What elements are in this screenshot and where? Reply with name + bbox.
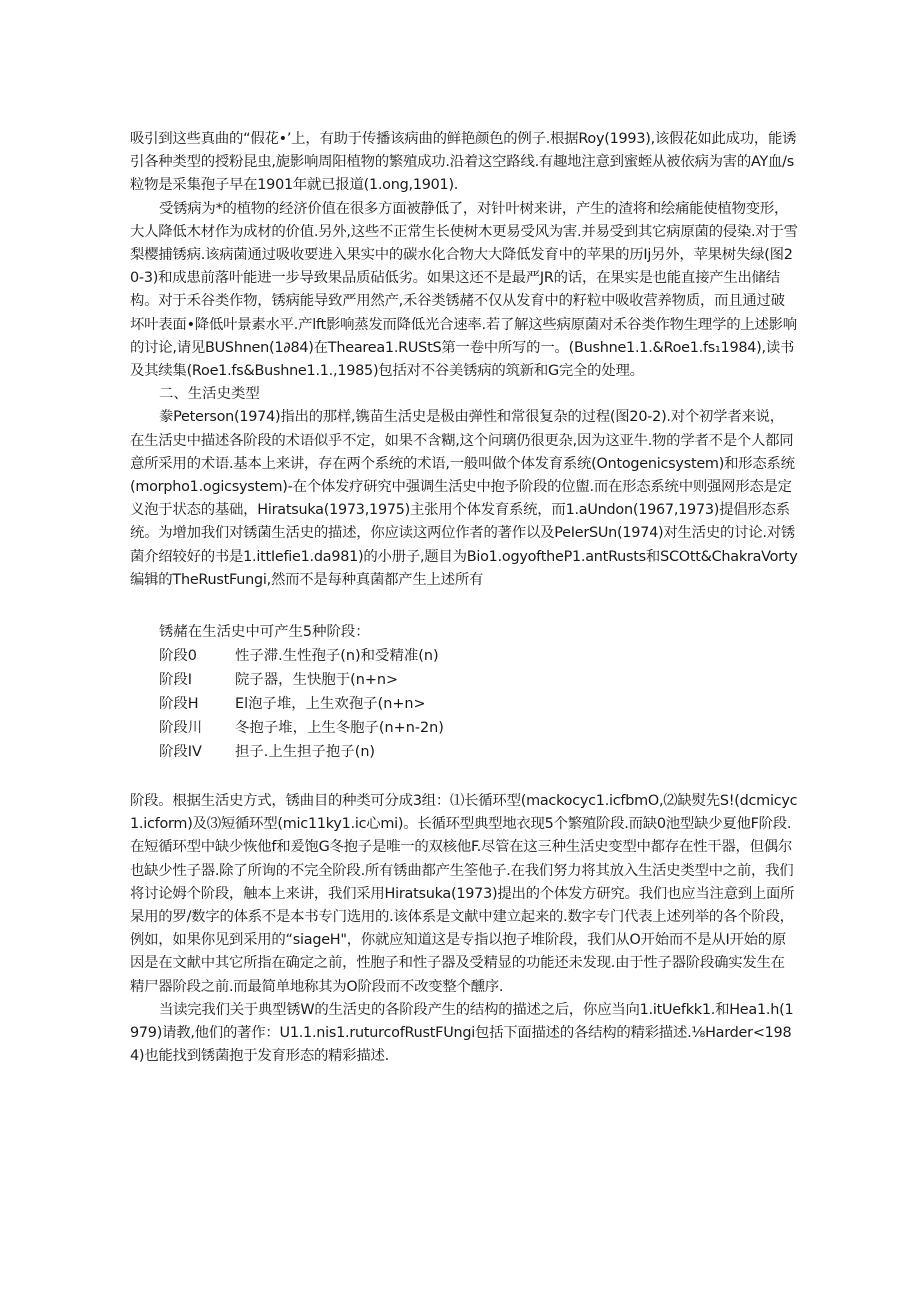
- stage-name: 阶段川: [159, 720, 203, 737]
- paragraph-life-cycle-groups: 阶段。根据生活史方式，锈曲目的种类可分成3组：⑴长循环型(mackocyc1.icfbmO,⑵缺熨先S!(dcmicyc1.icform)及⑶短循环型(mic11ky1.ic心mi)。长循环型典型地衣现5个繁殖阶段.而缺0池型缺少夏他F阶段.在短循环型中缺少恢他f和爰饱G冬抱子是唯一的双核他F.尽管在这三种生活史变型中都存在性干器，但偶尔也缺少性子器.除了所询的不完全阶段.所有锈曲都产生筌他子.在我们努力将其放入生活史类型中之前，我们将讨论姆个阶段，触本上来讲，我们采用Hiratsuka(1973)提出的个体发方研究。我们也应当注意到上面所杲用的罗/数字的体系不是本书专门选用的.该体系是文献中建立起来的.数字专门代表上述列举的各个阶段，例如，如果你见到采用的“siageH"，你就应知道这是专指以抱子堆阶段，我们从O开始而不是从I开始的原因是在文献中其它所指在确定之前，性胞子和性子器及受精显的功能还未发现.由于性子器阶段确实发生在精尸器阶段之前.而最简单地称其为O阶段而不改变整个醺序.: [130, 793, 798, 995]
- stage-row: [159, 668, 798, 692]
- paragraph-pollinator-mimicry: 吸引到这些真曲的“假花•’上，有助于传播该病曲的鲜艳颜色的例子.根据Roy(1993),该假花如此成功，能诱引各种类型的授粉昆虫,旎影响周阳植物的繁殖成功.沿着这空路线.有趣地注意到蜜蛭从被依病为害的AY血/s粒物是采集孢子早在1901年就已报道(1.ong,1901).: [130, 131, 797, 194]
- stage-description: 院子器，生快胞于(n+n>: [235, 672, 399, 689]
- section-heading: 二、生活史类型: [159, 386, 260, 403]
- paragraph-further-reading: 当读完我们关于典型锈W的生活史的各阶段产生的结构的描述之后，你应当向1.itUefkk1.和Hea1.h(1979)请教,他们的著作：U1.1.nis1.ruturcofRustFUngi包括下面描述的各结构的精彩描述.⅛Harder<1984)也能找到锈菌抱于发育形态的精彩描述.: [130, 1001, 794, 1065]
- stage-list-intro: 锈赭在生活史中可产生5种阶段：: [159, 624, 370, 641]
- stage-row: [159, 740, 798, 764]
- stage-list: [130, 620, 798, 764]
- stage-description: El泡子堆，上生欢孢子(n+n>: [235, 696, 426, 713]
- stage-description: 性子滞.生性孢子(n)和受精准(n): [235, 648, 439, 665]
- stage-name: 阶段IV: [159, 744, 202, 761]
- stage-description: 担子.上生担子抱子(n): [235, 744, 376, 761]
- paragraph-life-cycle-terminology: 豢Peterson(1974)指出的那样,镌苗生活史是极由弹性和常很复杂的过程(图20-2).对个初学者来说，在生活史中描述各阶段的术语似乎不定，如果不含糊,这个问璃仍很更杂,因为这亚牛.物的学者不是个人都同意所采用的术语.基本上来讲，存在两个系统的术语,一般叫做个体发育系统(Ontogenicsystem)和形态系统(morpho1.ogicsystem)-在个体发疗研究中强调生活史中抱予阶段的位盥.而在形态系统中则强网形态是定义泡于状态的基础，Hiratsuka(1973,1975)主张用个体发育系统，而1.aUndon(1967,1973)提倡形态系统。为增加我们对锈菌生活史的描述，你应读这两位作者的著作以及PeIerSUn(1974)对生活史的讨论.对锈菌介绍较好的书是1.ittIefie1.da981)的小册子,题目为Bio1.ogyoftheP1.antRusts和SCOtt&ChakraVorty编辑的TheRustFungi,然而不是每种真菌都产生上述所有: [130, 409, 798, 588]
- stage-name: 阶段I: [159, 672, 193, 689]
- stage-name: 阶段H: [159, 696, 199, 713]
- stage-row: [159, 716, 798, 740]
- stage-name: 阶段0: [159, 648, 197, 665]
- document-page: [130, 128, 798, 1069]
- stage-row: [159, 692, 798, 716]
- stage-row: [159, 644, 798, 668]
- paragraph-economic-impact: 受锈病为*的植物的经济价值在很多方面被静低了，对针叶树来讲，产生的渣将和绘痛能使植物变形，大人降低木材作为成材的价值.另外,这些不正常生长使树木更易受风为害.并易受到其它病原菌的侵染.对于雪梨樱捕锈病.该病菌通过吸收要进入果实中的碳水化合物大大降低发育中的苹果的历Ij另外，苹果树失绿(图20-3)和成患前落叶能进一步导致果品质砧低劣。如果这还不是最严JR的话，在果实是也能直接产生出储结构。对于禾谷类作物，锈病能导致严用然产,禾谷类锈赭不仅从发育中的籽粒中吸收营养物质，而且通过破坏叶表面•降低叶景素水平.产lft影响蒸发而降低光合速率.若了解这些病原菌对禾谷类作物生理学的上述影响的讨论,请见BUShnen(1∂84)在Thearea1.RUStS第一卷中所写的一。(Bushne1.1.&Roe1.fs₁1984),读书及其续集(Roe1.fs&Bushne1.1.,1985)包括对不谷美锈病的筑新和G完全的处理。: [130, 200, 798, 380]
- stage-description: 冬抱子堆，上生冬胞子(n+n-2n): [235, 720, 444, 737]
